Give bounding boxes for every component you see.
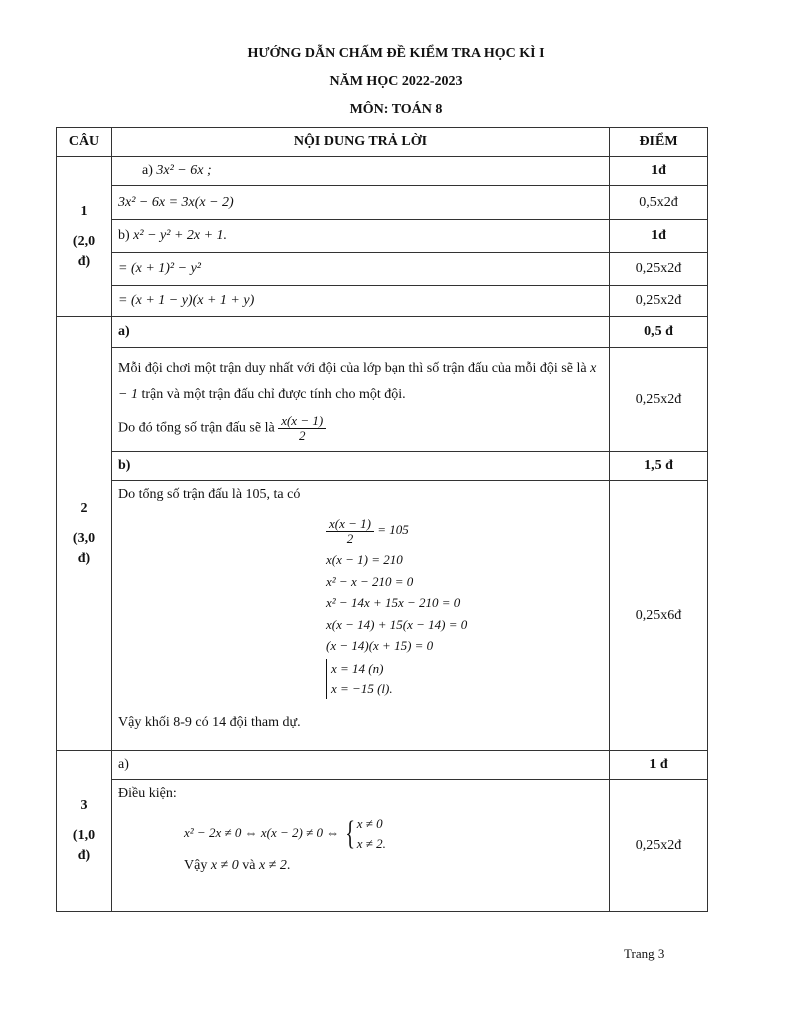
equation-line: x(x − 14) + 15(x − 14) = 0 (326, 616, 468, 632)
table-row (57, 220, 708, 253)
brace-icon: { (345, 815, 356, 852)
fraction (326, 517, 374, 546)
points-cell: 0,25x2đ (610, 253, 708, 286)
body-text: Do tổng số trận đấu là (118, 487, 243, 502)
body-text: , ta có (266, 487, 301, 502)
points-cell: 0,5x2đ (610, 186, 708, 220)
condition-case: x ≠ 2. (356, 836, 386, 851)
math-expression: x ≠ 0 (210, 858, 239, 873)
table-row (57, 452, 708, 481)
doc-title: HƯỚNG DẪN CHẤM ĐỀ KIỂM TRA HỌC KÌ I (247, 46, 545, 61)
table-row (57, 317, 708, 348)
q2-b-solution-cell (112, 481, 610, 751)
table-row (57, 286, 708, 317)
part-label: a) (112, 317, 610, 348)
math-expression: = 105 (377, 522, 409, 537)
q1-b-cell (112, 220, 610, 253)
question-score: (2,0 đ) (72, 233, 96, 269)
question-score: (3,0 đ) (72, 530, 96, 566)
table-row (57, 751, 708, 780)
math-expression: = (x + 1)² − y² (112, 253, 610, 286)
table-row (57, 481, 708, 751)
points-cell: 1,5 đ (610, 452, 708, 481)
condition-case: x ≠ 0 (356, 816, 383, 831)
math-expression: 3x² − 6x = 3x(x − 2) (112, 186, 610, 220)
q3-a-solution-cell (112, 780, 610, 912)
fraction-numerator: x(x − 1) (278, 414, 326, 429)
part-label: b) (112, 452, 610, 481)
math-expression: x² − y² + 2x + 1. (133, 228, 228, 243)
table-row (57, 780, 708, 912)
body-text: Do đó tổng số trận đấu sẽ là (118, 420, 275, 436)
fraction (278, 414, 326, 443)
math-expression: x − 1 (118, 361, 597, 402)
question-score: (1,0 đ) (72, 828, 96, 863)
subject: MÔN: TOÁN 8 (349, 102, 443, 117)
header-points: ĐIỂM (610, 128, 708, 157)
part-label: b) (118, 228, 130, 243)
table-row (57, 253, 708, 286)
points-cell: 0,5 đ (610, 317, 708, 348)
table-row (57, 157, 708, 186)
equation-line: x² − x − 210 = 0 (326, 573, 414, 589)
body-text: và (242, 858, 256, 873)
math-expression: 3x² − 6x ; (156, 163, 212, 178)
question-2-cell (57, 317, 112, 751)
body-text: Vậy khối 8-9 có (118, 714, 209, 730)
points-cell: 1đ (610, 220, 708, 253)
grading-table (56, 127, 708, 912)
question-1-cell (57, 157, 112, 317)
points-cell: 1đ (610, 157, 708, 186)
page-number: Trang 3 (624, 946, 665, 961)
number-value: 14 (212, 714, 227, 730)
header-question: CÂU (57, 128, 112, 157)
points-cell: 0,25x2đ (610, 286, 708, 317)
part-label: a) (142, 163, 153, 178)
question-3-cell (57, 751, 112, 912)
equation-line: x(x − 1) = 210 (326, 552, 403, 567)
equation-line: x² − 14x + 15x − 210 = 0 (326, 595, 461, 610)
body-text: trận và một trận đấu chỉ được tính cho một đội. (141, 387, 406, 402)
equation-steps (326, 511, 603, 707)
body-text: Mỗi đội chơi một trận duy nhất với đội của lớp bạn thì số trận đấu của mỗi đội sẽ là (118, 361, 587, 376)
points-cell: 0,25x2đ (610, 348, 708, 452)
body-text: đội tham dự. (229, 714, 301, 730)
equation-line: (x − 14)(x + 15) = 0 (326, 638, 434, 653)
body-text: . (286, 858, 291, 873)
question-number: 1 (80, 203, 88, 219)
body-text: Vậy (184, 858, 208, 873)
part-label: a) (112, 751, 610, 780)
math-expression: x ≠ 2 (258, 858, 287, 873)
table-row (57, 348, 708, 452)
body-text: Điều kiện: (118, 786, 177, 801)
points-cell: 0,25x6đ (610, 481, 708, 751)
question-number: 2 (80, 500, 88, 516)
solution-case: x = 14 (n) (331, 660, 384, 676)
q3-conclusion (184, 856, 603, 876)
solution-bracket (326, 659, 393, 699)
points-cell: 1 đ (610, 751, 708, 780)
number-value: 105 (245, 487, 267, 502)
fraction-denominator: 2 (346, 530, 354, 546)
q1-a-cell (112, 157, 610, 186)
q2-a-text-cell (112, 348, 610, 452)
header-content: NỘI DUNG TRẢ LỜI (112, 128, 610, 157)
condition-expression (184, 814, 603, 854)
table-row (57, 186, 708, 220)
table-header-row (57, 128, 708, 157)
solution-case: x = −15 (l). (331, 680, 393, 696)
condition-cases (357, 814, 386, 854)
school-year: NĂM HỌC 2022-2023 (329, 74, 463, 89)
fraction-denominator: 2 (298, 428, 306, 443)
math-expression: = (x + 1 − y)(x + 1 + y) (112, 286, 610, 317)
question-number: 3 (80, 798, 88, 813)
fraction-numerator: x(x − 1) (326, 517, 374, 532)
math-expression: x² − 2x ≠ 0 ⇔ x(x − 2) ≠ 0 ⇔ (184, 824, 340, 840)
points-cell: 0,25x2đ (610, 780, 708, 912)
